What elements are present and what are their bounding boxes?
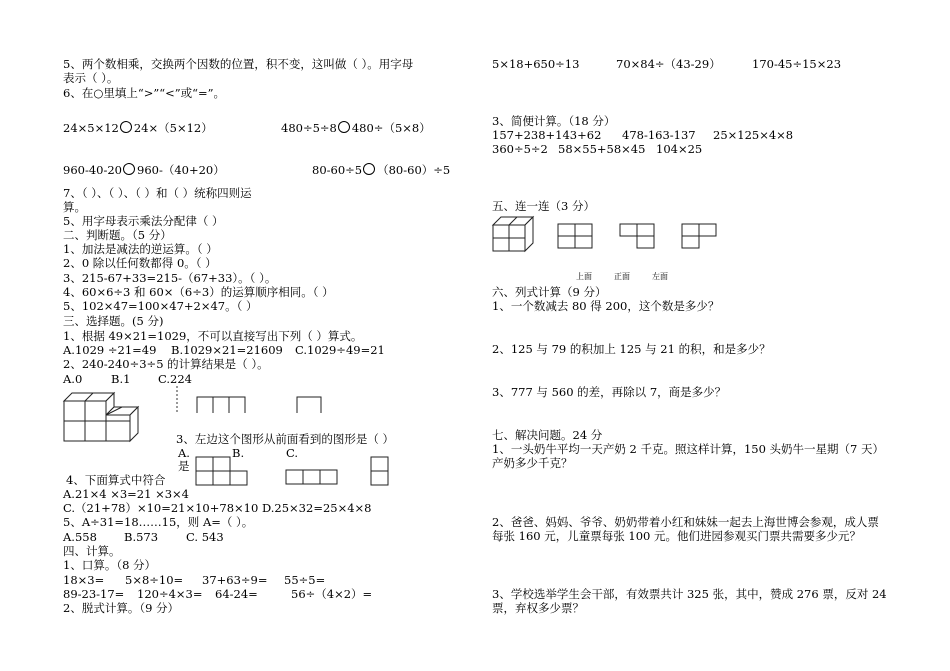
option-shape-top-2 bbox=[297, 397, 321, 413]
compare-3 bbox=[63, 163, 225, 177]
choice-3: 3、左边这个图形从前面看到的图形是（ ） bbox=[176, 432, 394, 446]
q6-instruction: 6、在○里填上“>”“<”或“=”。 bbox=[63, 86, 226, 100]
choice-3-option-c: C. bbox=[286, 446, 299, 460]
option-d-shape bbox=[371, 457, 389, 485]
compare-4 bbox=[312, 163, 450, 177]
compare-circle[interactable] bbox=[120, 121, 132, 133]
step-calc-2: 70×84÷（43-29） bbox=[616, 57, 721, 71]
compare-4-right: （80-60）÷5 bbox=[377, 163, 451, 177]
expression-2: 2、125 与 79 的积加上 125 与 21 的积，和是多少？ bbox=[492, 342, 771, 356]
oral-calc-title: 1、口算。（8 分） bbox=[63, 558, 157, 572]
compare-2-left: 480÷5÷8 bbox=[281, 121, 337, 135]
oral-8: 56÷（4×2）= bbox=[291, 587, 373, 601]
choice-3-shi: 是 bbox=[178, 459, 190, 473]
choice-5-option-c: C. 543 bbox=[186, 530, 224, 544]
option-shape-top-1 bbox=[197, 397, 245, 413]
judge-5: 5、102×47=100×47+2×47。（ ） bbox=[63, 299, 258, 313]
choice-3-option-b: B. bbox=[232, 446, 245, 460]
section-problem-title: 七、解决问题。24 分 bbox=[492, 428, 603, 442]
choice-1-option-b: B.1029×21=21609 bbox=[171, 343, 283, 357]
judge-4: 4、60×6÷3 和 60×（6÷3）的运算顺序相同。（ ） bbox=[63, 285, 334, 299]
oral-2: 5×8÷10= bbox=[125, 573, 184, 587]
choice-4-options-cd: C.（21+78）×10=21×10+78×10 D.25×32=25×4×8 bbox=[63, 501, 372, 515]
choice-2-option-b: B.1 bbox=[111, 372, 131, 386]
section-expression-title: 六、列式计算（9 分） bbox=[492, 285, 607, 299]
compare-1-right: 24×（5×12） bbox=[133, 121, 213, 135]
section-calc-title: 四、计算。 bbox=[63, 544, 121, 558]
judge-1: 1、加法是减法的逆运算。（ ） bbox=[63, 242, 218, 256]
judge-3: 3、215-67+33=215-（67+33）。（ ）。 bbox=[63, 271, 277, 285]
choice-2-option-c: C.224 bbox=[158, 372, 192, 386]
oral-6: 120÷4×3= bbox=[137, 587, 203, 601]
compare-3-right: 960-（40+20） bbox=[137, 163, 225, 177]
choice-5: 5、A÷31=18……15，则 A=（ ）。 bbox=[63, 515, 254, 529]
view-label-left: 左面 bbox=[652, 272, 668, 281]
compare-circle[interactable] bbox=[338, 121, 350, 133]
compare-1-left: 24×5×12 bbox=[63, 121, 119, 135]
q7-four-operations: 7、（ ）、（ ）、（ ）和（ ）统称四则运 bbox=[63, 186, 252, 200]
problem-1: 1、一头奶牛平均一天产奶 2 千克。照这样计算，150 头奶牛一星期（7 天） bbox=[492, 442, 885, 456]
q5-commutative: 5、两个数相乘，交换两个因数的位置，积不变，这叫做（ ）。用字母 bbox=[63, 57, 414, 71]
judge-2: 2、0 除以任何数都得 0。（ ） bbox=[63, 256, 217, 270]
oral-3: 37+63÷9= bbox=[202, 573, 268, 587]
q7-continued: 算。 bbox=[63, 200, 86, 214]
choice-5-option-a: A.558 bbox=[63, 530, 97, 544]
compare-2-right: 480÷（5×8） bbox=[351, 121, 431, 135]
expression-1: 1、一个数减去 80 得 200，这个数是多少？ bbox=[492, 299, 720, 313]
match-cube-figure bbox=[493, 217, 535, 253]
problem-2: 2、爸爸、妈妈、爷爷、奶奶带着小红和妹妹一起去上海世博会参观，成人票 bbox=[492, 515, 879, 529]
simple-calc-3: 25×125×4×8 bbox=[713, 128, 794, 142]
choice-4-option-a: A.21×4 ×3=21 ×3×4 bbox=[63, 487, 189, 501]
option-a-shape bbox=[196, 457, 248, 485]
section-judge-title: 二、判断题。（5 分） bbox=[63, 228, 172, 242]
problem-3-continued: 票，弃权多少票？ bbox=[492, 601, 584, 615]
problem-2-continued: 每张 160 元，儿童票每张 100 元。他们进园参观买门票共需要多少元？ bbox=[492, 529, 862, 543]
choice-4: 4、下面算式中符合 bbox=[66, 473, 166, 487]
simple-calc-title: 3、简便计算。（18 分） bbox=[492, 114, 616, 128]
oral-7: 64-24= bbox=[215, 587, 258, 601]
dashed-divider bbox=[176, 386, 178, 414]
problem-3: 3、学校选举学生会干部，有效票共计 325 张，其中，赞成 276 票，反对 24 bbox=[492, 587, 887, 601]
expression-3: 3、777 与 560 的差，再除以 7，商是多少？ bbox=[492, 385, 727, 399]
choice-2: 2、240-240÷3÷5 的计算结果是（ ）。 bbox=[63, 357, 269, 371]
view-label-front: 正面 bbox=[614, 272, 630, 281]
oral-1: 18×3= bbox=[63, 573, 105, 587]
problem-1-continued: 产奶多少千克？ bbox=[492, 456, 573, 470]
compare-circle[interactable] bbox=[123, 163, 135, 175]
choice-2-option-a: A.0 bbox=[63, 372, 83, 386]
step-calc-title: 2、脱式计算。（9 分） bbox=[63, 601, 180, 615]
view-label-top: 上面 bbox=[576, 272, 592, 281]
choice-1-option-c: C.1029÷49=21 bbox=[295, 343, 385, 357]
simple-calc-1: 157+238+143+62 bbox=[492, 128, 602, 142]
compare-3-left: 960-40-20 bbox=[63, 163, 122, 177]
option-c-shape bbox=[286, 470, 338, 486]
choice-3-option-a: A. bbox=[178, 446, 190, 460]
section-choice-title: 三、选择题。(5 分) bbox=[63, 314, 164, 328]
compare-4-left: 80-60÷5 bbox=[312, 163, 363, 177]
q5-distributive: 5、用字母表示乘法分配律（ ） bbox=[63, 214, 224, 228]
simple-calc-6: 104×25 bbox=[656, 142, 703, 156]
simple-calc-5: 58×55+58×45 bbox=[558, 142, 646, 156]
step-calc-3: 170-45÷15×23 bbox=[752, 57, 842, 71]
choice-1: 1、根据 49×21=1029，不可以直接写出下列（ ）算式。 bbox=[63, 329, 363, 343]
oral-4: 55÷5= bbox=[284, 573, 326, 587]
section-match-title: 五、连一连（3 分） bbox=[492, 199, 595, 213]
compare-1 bbox=[63, 121, 213, 135]
simple-calc-2: 478-163-137 bbox=[622, 128, 696, 142]
q5-letter-form: 表示（ ）。 bbox=[63, 71, 119, 85]
simple-calc-4: 360÷5÷2 bbox=[492, 142, 548, 156]
compare-circle[interactable] bbox=[363, 163, 375, 175]
cube-stack-figure bbox=[64, 393, 144, 441]
compare-2 bbox=[281, 121, 431, 135]
choice-5-option-b: B.573 bbox=[124, 530, 159, 544]
oral-5: 89-23-17= bbox=[63, 587, 125, 601]
match-view-shape-3 bbox=[682, 224, 718, 250]
match-view-shape-1 bbox=[558, 224, 594, 250]
step-calc-1: 5×18+650÷13 bbox=[492, 57, 580, 71]
match-view-shape-2 bbox=[620, 224, 656, 250]
choice-1-option-a: A.1029 ÷21=49 bbox=[63, 343, 157, 357]
